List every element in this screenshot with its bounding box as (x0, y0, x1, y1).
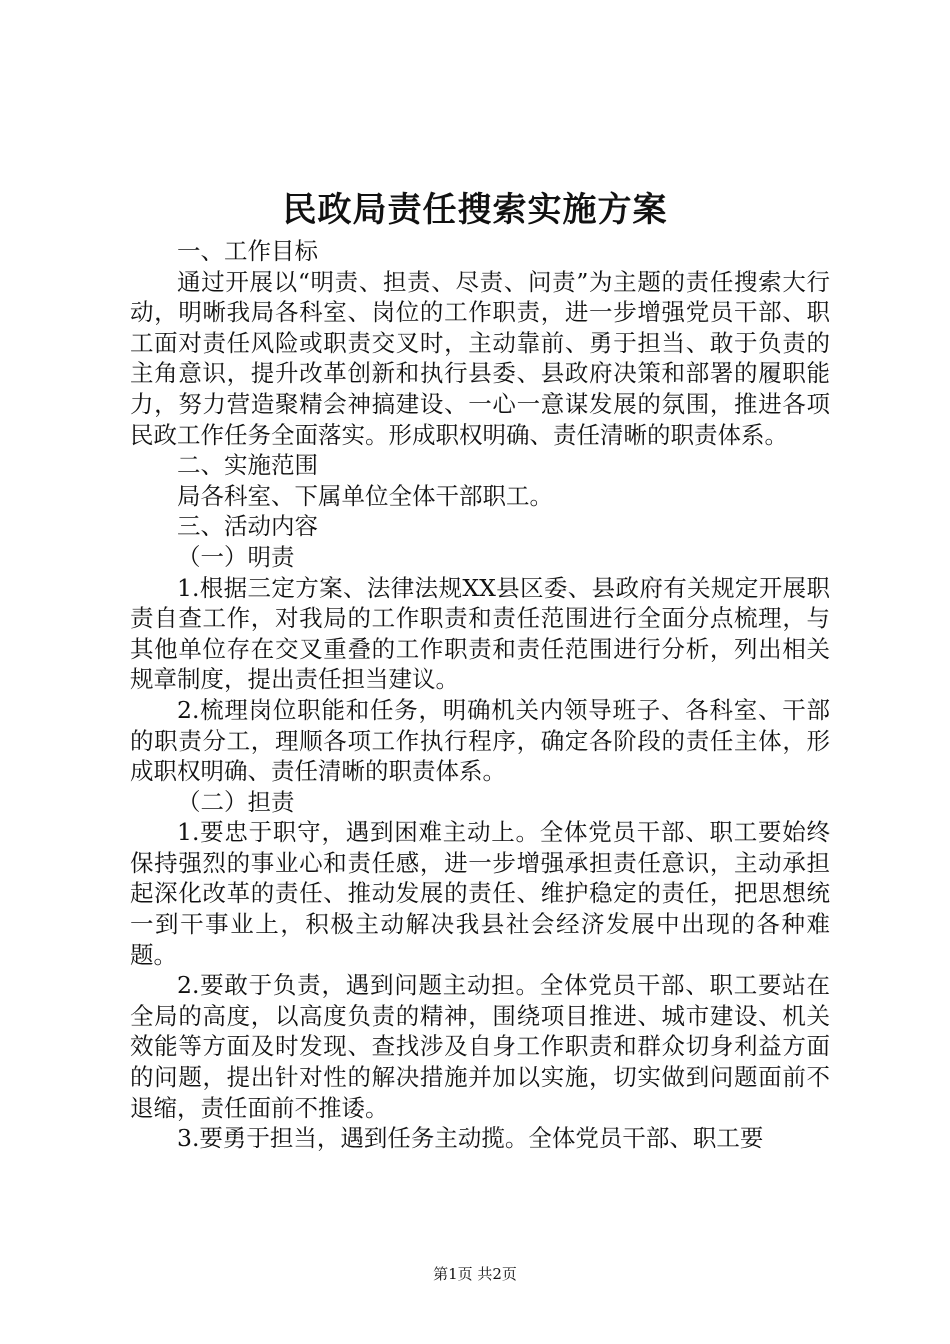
list-item-take-duty-1: 1.要忠于职守，遇到困难主动上。全体党员干部、职工要始终保持强烈的事业心和责任感，进一步增强承担责任意识，主动承担起深化改革的责任、推动发展的责任、维护稳定的责任，把思想统一到干事业上，积极主动解决我县社会经济发展中出现的各种难题。 (130, 818, 830, 969)
document-body (130, 236, 830, 1154)
section-heading-goals: 一、工作目标 (177, 237, 318, 265)
section-heading-scope: 二、实施范围 (177, 451, 318, 480)
paragraph-goals-text: 通过开展以“明责、担责、尽责、问责”为主题的责任搜索大行动，明晰我局各科室、岗位的工作职责，进一步增强党员干部、职工面对责任风险或职责交叉时，主动靠前、勇于担当、敢于负责的主角意识，提升改革创新和执行县委、县政府决策和部署的履职能力，努力营造聚精会神搞建设、一心一意谋发展的氛围，推进各项民政工作任务全面落实。形成职权明确、责任清晰的职责体系。 (130, 267, 830, 449)
list-item-take-duty-3: 3.要勇于担当，遇到任务主动揽。全体党员干部、职工要 (177, 1124, 764, 1153)
list-item-clarify-2: 2.梳理岗位职能和任务，明确机关内领导班子、各科室、干部的职责分工，理顺各项工作执行程序，确定各阶段的责任主体，形成职权明确、责任清晰的职责体系。 (130, 695, 830, 786)
page-footer: 第1页 共2页 (433, 1265, 517, 1283)
subsection-heading-take-duty: （二）担责 (177, 787, 295, 816)
subsection-heading-clarify-duty: （一）明责 (177, 542, 295, 571)
page-title: 民政局责任搜索实施方案 (282, 190, 668, 230)
section-heading-activities: 三、活动内容 (177, 512, 318, 541)
list-item-clarify-1: 1.根据三定方案、法律法规XX县区委、县政府有关规定开展职责自查工作，对我局的工作职责和责任范围进行全面分点梳理，与其他单位存在交叉重叠的工作职责和责任范围进行分析，列出相关规章制度，提出责任担当建议。 (130, 573, 830, 694)
paragraph-scope-text: 局各科室、下属单位全体干部职工。 (177, 481, 553, 510)
list-item-take-duty-2: 2.要敢于负责，遇到问题主动担。全体党员干部、职工要站在全局的高度，以高度负责的精神，围绕项目推进、城市建设、机关效能等方面及时发现、查找涉及自身工作职责和群众切身利益方面的问题，提出针对性的解决措施并加以实施，切实做到问题面前不退缩，责任面前不推诿。 (130, 971, 830, 1122)
